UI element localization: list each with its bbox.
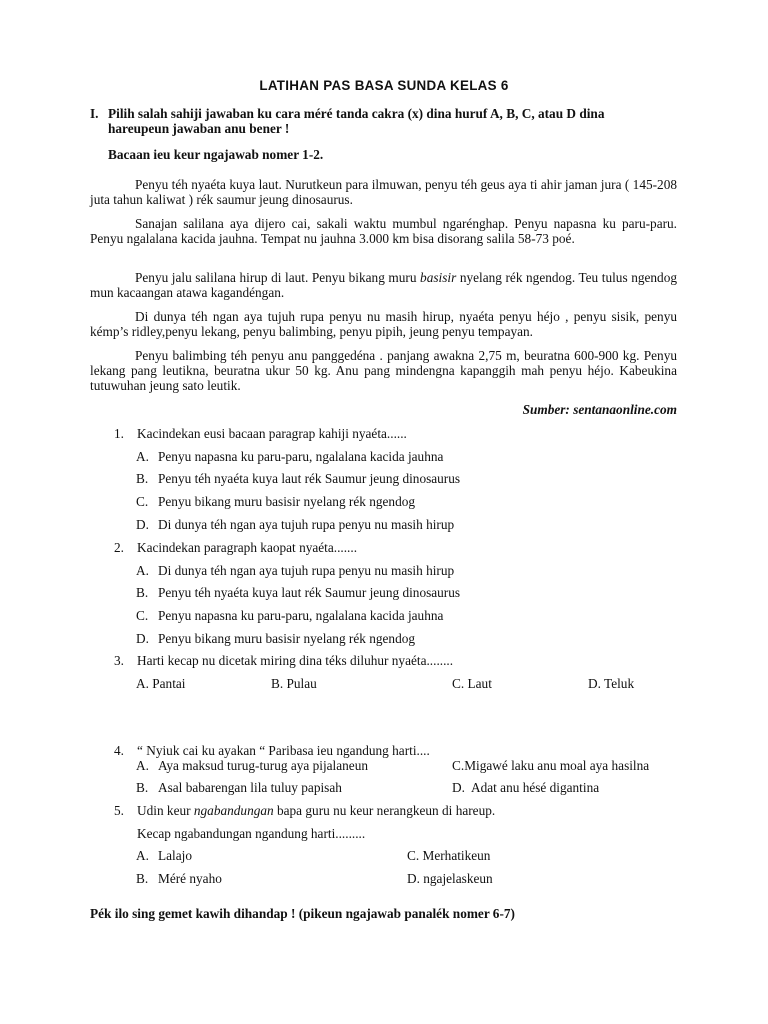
q5-option-a: Lalajo xyxy=(158,848,192,863)
q5-text-before: Udin keur xyxy=(137,803,194,818)
question-3-number: 3. xyxy=(114,653,124,668)
footer-instruction: Pék ilo sing gemet kawih dihandap ! (pikeun ngajawab panalék nomer 6-7) xyxy=(90,906,515,921)
page-title: LATIHAN PAS BASA SUNDA KELAS 6 xyxy=(259,78,509,93)
q1-option-b: Penyu téh nyaéta kuya laut rék Saumur jeung dinosaurus xyxy=(158,471,461,486)
q5-text-after: bapa guru nu keur nerangkeun di hareup. xyxy=(273,803,496,818)
question-5-number: 5. xyxy=(114,803,124,818)
q2-option-a: Di dunya téh ngan aya tujuh rupa penyu nu masih hirup xyxy=(158,563,455,578)
source-citation: Sumber: sentanaonline.com xyxy=(522,402,677,417)
q4-option-d-letter: D. xyxy=(452,780,465,795)
paragraph-3-after: nyelang rék ngendog. Teu tulus ngendog mun kacaangan atawa kagandéngan. xyxy=(90,270,677,300)
q1-option-d: Di dunya téh ngan aya tujuh rupa penyu nu masih hirup xyxy=(158,517,455,532)
question-1-text: Kacindekan eusi bacaan paragrap kahiji nyaéta...... xyxy=(137,426,407,441)
instruction-line-2: hareupeun jawaban anu bener ! xyxy=(108,121,290,136)
q5-option-c: C. Merhatikeun xyxy=(407,848,491,863)
paragraph-3-before: Penyu jalu salilana hirup di laut. Penyu bikang muru xyxy=(135,270,421,285)
reading-intro: Bacaan ieu keur ngajawab nomer 1-2. xyxy=(108,147,324,162)
question-5-text xyxy=(137,803,495,819)
q4-option-c: C.Migawé laku anu moal aya hasilna xyxy=(452,758,650,773)
q4-option-b-letter: B. xyxy=(136,780,149,795)
q4-option-b: Asal babarengan lila tuluy papisah xyxy=(158,780,342,795)
question-4-text: “ Nyiuk cai ku ayakan “ Paribasa ieu ngandung harti.... xyxy=(137,743,430,758)
paragraph-5: Penyu balimbing téh penyu anu panggedéna . panjang awakna 2,75 m, beuratna 600-900 kg. Penyu lekang pang leutikna, beuratna ukur 50 kg. Anu pang mindengna kapanggih mah penyu héjo. Kabeukina tutuwuhan jeung sato leutik. xyxy=(90,348,677,393)
q3-option-d: D. Teluk xyxy=(588,676,635,691)
question-5-subtext: Kecap ngabandungan ngandung harti......... xyxy=(137,826,366,841)
paragraph-3 xyxy=(90,270,677,300)
q1-option-c: Penyu bikang muru basisir nyelang rék ngendog xyxy=(158,494,416,509)
q1-option-d-letter: D. xyxy=(136,517,149,532)
q2-option-c-letter: C. xyxy=(136,608,149,623)
q1-option-c-letter: C. xyxy=(136,494,149,509)
q5-italic-word: ngabandungan xyxy=(193,803,274,818)
q2-option-b-letter: B. xyxy=(136,585,149,600)
q2-option-b: Penyu téh nyaéta kuya laut rék Saumur jeung dinosaurus xyxy=(158,585,461,600)
q5-option-b: Méré nyaho xyxy=(158,871,222,886)
question-1-number: 1. xyxy=(114,426,124,441)
q2-option-d-letter: D. xyxy=(136,631,149,646)
q1-option-a: Penyu napasna ku paru-paru, ngalalana kacida jauhna xyxy=(158,449,444,464)
q2-option-d: Penyu bikang muru basisir nyelang rék ngendog xyxy=(158,631,416,646)
paragraph-2: Sanajan salilana aya dijero cai, sakali waktu mumbul ngarénghap. Penyu napasna ku paru-paru. Penyu ngalalana kacida jauhna. Tempat nu jauhna 3.000 km bisa disorang salila 58-73 poé. xyxy=(90,216,677,246)
section-number: I. xyxy=(90,106,99,121)
paragraph-4: Di dunya téh ngan aya tujuh rupa penyu nu masih hirup, nyaéta penyu héjo , penyu sisik, penyu kémp’s ridley,penyu lekang, penyu balimbing, penyu pipih, jeung penyu tempayan. xyxy=(90,309,677,339)
q3-option-c: C. Laut xyxy=(452,676,492,691)
question-2-number: 2. xyxy=(114,540,124,555)
question-4-number: 4. xyxy=(114,743,124,758)
q2-option-a-letter: A. xyxy=(136,563,149,578)
paragraph-3-italic-word: basisir xyxy=(420,270,457,285)
q1-option-a-letter: A. xyxy=(136,449,149,464)
q2-option-c: Penyu napasna ku paru-paru, ngalalana kacida jauhna xyxy=(158,608,444,623)
question-3-text: Harti kecap nu dicetak miring dina téks diluhur nyaéta........ xyxy=(137,653,454,668)
q5-option-d: D. ngajelaskeun xyxy=(407,871,493,886)
q5-option-b-letter: B. xyxy=(136,871,149,886)
q4-option-a-letter: A. xyxy=(136,758,149,773)
q5-option-a-letter: A. xyxy=(136,848,149,863)
q1-option-b-letter: B. xyxy=(136,471,149,486)
q4-option-a: Aya maksud turug-turug aya pijalaneun xyxy=(158,758,368,773)
q3-option-a: A. Pantai xyxy=(136,676,186,691)
question-2-text: Kacindekan paragraph kaopat nyaéta....... xyxy=(137,540,358,555)
paragraph-1: Penyu téh nyaéta kuya laut. Nurutkeun para ilmuwan, penyu téh geus aya ti ahir jaman jura ( 145-208 juta tahun kaliwat ) rék saumur jeung dinosaurus. xyxy=(90,177,677,207)
q3-option-b: B. Pulau xyxy=(271,676,317,691)
instruction-line-1: Pilih salah sahiji jawaban ku cara méré tanda cakra (x) dina huruf A, B, C, atau D dina xyxy=(108,106,605,121)
q4-option-d: Adat anu hésé digantina xyxy=(471,780,600,795)
